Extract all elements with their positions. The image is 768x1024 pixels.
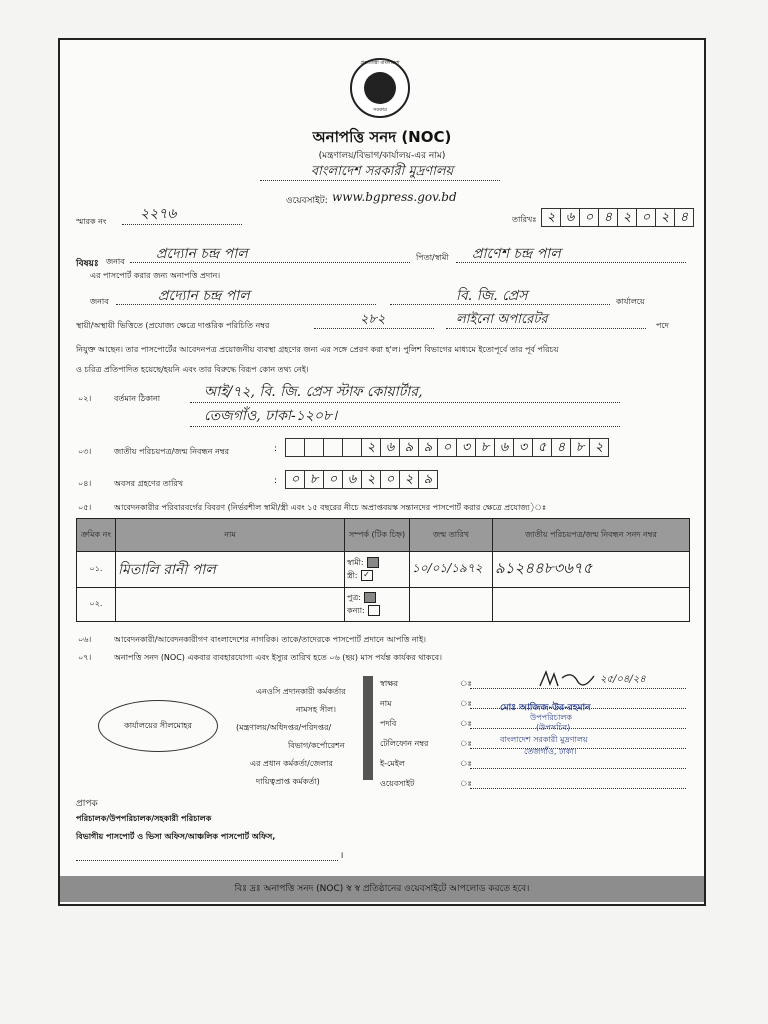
nid-digit-4: ২ xyxy=(361,438,381,457)
seal-top-text: প্রজাতন্ত্রী বাংলাদেশ xyxy=(360,60,400,66)
field-designation: পদবি xyxy=(380,719,397,728)
memo-value: ২২৭৬ xyxy=(140,206,177,222)
nid-digit-10: ৮ xyxy=(475,438,495,457)
applicant-name: প্রদ্যোন চন্দ্র পাল xyxy=(156,246,248,262)
item-04-number: ০৪। xyxy=(78,479,92,488)
retire-digit-6: ২ xyxy=(399,470,419,489)
nid-label: জাতীয় পরিচয়পত্র/জন্ম নিবন্ধন নম্বর xyxy=(114,447,229,456)
recipient-line-3: । xyxy=(340,851,344,861)
nid-digit-13: ৫ xyxy=(532,438,552,457)
family-label: আবেদনকারীর পরিবারবর্গের বিবরণ (নির্ভরশীল স্বামী/স্ত্রী এবং ১৫ বছরের নীচে অপ্রাপ্তবয়স্ক সন্তানদের পাসপোর্ট করার ক্ষেত্রে প্রযোজ্য)ঃ xyxy=(114,503,547,512)
nid-digit-12: ৩ xyxy=(513,438,533,457)
date-digit-0: ২ xyxy=(541,208,561,227)
husband-checkbox[interactable] xyxy=(367,557,379,568)
nid-digit-7: ৯ xyxy=(418,438,438,457)
footer-note: বিঃ দ্রঃ অনাপত্তি সনদ (NOC) স্ব স্ব প্রতিষ্ঠানের ওয়েবসাইটে আপলোড করতে হবে। xyxy=(60,876,704,902)
website-value: www.bgpress.gov.bd xyxy=(332,190,457,204)
date-digit-4: ২ xyxy=(617,208,637,227)
date-digit-3: ৪ xyxy=(598,208,618,227)
seal-bottom-text: সরকার xyxy=(373,107,387,113)
retire-digit-4: ২ xyxy=(361,470,381,489)
address-line-1: আই/৭২, বি. জি. প্রেস স্টাফ কোয়ার্টার, xyxy=(204,384,423,400)
daughter-checkbox[interactable] xyxy=(368,605,380,616)
retire-digit-7: ৯ xyxy=(418,470,438,489)
date-digit-1: ৬ xyxy=(560,208,580,227)
col-nid: জাতীয় পরিচয়পত্র/জন্ম নিবন্ধন সনদ নম্বর xyxy=(493,519,690,552)
retire-label: অবসর গ্রহণের তারিখ xyxy=(114,479,184,488)
document-subtitle: (মন্ত্রণালয়/বিভাগ/কার্যালয়-এর নাম) xyxy=(318,151,446,161)
retire-digit-0: ০ xyxy=(285,470,305,489)
table-row: ০১. মিতালি রানী পাল স্বামী: স্ত্রী: ✓ ১০/০১/১৯৭২ ৯১২৪৪৮৩৬৭৫ xyxy=(77,552,690,588)
subject-label: বিষয়ঃ xyxy=(76,259,99,269)
body-line3: নিযুক্ত আছেন। তার পাসপোর্টের আবেদনপত্র প্রয়োজনীয় ব্যবস্থা গ্রহণের জন্য এর সঙ্গে প্রেরণ করা হ'ল। পুলিশ বিভাগের মাধ্যমে ইতোপূর্বে তার পূর্ব পরিচয় xyxy=(76,345,559,354)
body-name: প্রদ্যোন চন্দ্র পাল xyxy=(158,288,250,304)
item-03-number: ০৩। xyxy=(78,447,92,456)
recipient-label: প্রাপক xyxy=(76,799,98,809)
signature-date: ২৫/০৪/২৪ xyxy=(600,674,646,685)
signatory-text-4: বিভাগ/কর্পোরেশন xyxy=(288,741,345,750)
field-website: ওয়েবসাইট xyxy=(380,779,415,788)
divider-bar xyxy=(363,676,373,780)
address-label: বর্তমান ঠিকানা xyxy=(114,394,161,403)
date-digit-5: ০ xyxy=(636,208,656,227)
signatory-text-5: এর প্রধান কর্মকর্তা/জেলার xyxy=(250,759,333,768)
item-05-number: ০৫। xyxy=(78,503,92,512)
field-signature: স্বাক্ষর xyxy=(380,679,399,688)
son-checkbox[interactable] xyxy=(364,592,376,603)
pade-text: পদে xyxy=(656,321,669,330)
office-id-no: ২৮২ xyxy=(360,312,386,327)
nid-digit-1 xyxy=(304,438,324,457)
nid-digit-0 xyxy=(285,438,305,457)
date-digit-2: ০ xyxy=(579,208,599,227)
recipient-line-1: পরিচালক/উপপরিচালক/সহকারী পরিচালক xyxy=(76,814,212,823)
document-title: অনাপত্তি সনদ (NOC) xyxy=(312,128,452,146)
retire-digit-3: ৬ xyxy=(342,470,362,489)
father-name: প্রাণেশ চন্দ্র পাল xyxy=(472,246,561,262)
date-digit-7: ৪ xyxy=(674,208,694,227)
item-06-number: ০৬। xyxy=(78,635,92,644)
stamp-designation-2: (উপসচিব) xyxy=(536,723,571,732)
item-07-number: ০৭। xyxy=(78,653,92,662)
spouse-name: মিতালি রানী পাল xyxy=(116,552,345,588)
body-office: বি. জি. প্রেস xyxy=(456,288,528,304)
noc-document: প্রজাতন্ত্রী বাংলাদেশ সরকার অনাপত্তি সনদ (NOC) (মন্ত্রণালয়/বিভাগ/কার্যালয়-এর নাম) বাংলাদেশ সরকারী মুদ্রণালয় ওয়েবসাইট: www.bgpress.gov.bd স্মারক নং ২২৭৬ তারিখঃ ২ ৬ ০ ৪ ২ ০ ২ ৪ বিষয়ঃ জনাব প্রদ্যোন চন্দ্র পাল পিতা/স্বামী প্রাণেশ চন্দ্র পাল এর পাসপোর্ট করার জন্য অনাপত্তি প্রদান। জনাব প্রদ্যোন চন্দ্র পাল বি. জি. প্রেস কার্যালয়ে স্থায়ী/অস্থায়ী ভিত্তিতে (প্রযোজ্য ক্ষেত্রে দাপ্তরিক পরিচিতি নম্বর ২৮২ লাইনো অপারেটর পদে নিযুক্ত আছেন। তার পাসপোর্টের আবেদনপত্র প্রয়োজনীয় ব্যবস্থা গ্রহণের জন্য এর সঙ্গে প্রেরণ করা হ'ল। পুলিশ বিভাগের মাধ্যমে ইতোপূর্বে তার পূর্ব পরিচয় ও চরিত্র প্রতিপাদিত হয়েছে/হয়নি এবং তার বিরুদ্ধে বিরূপ কোন তথ্য নেই। ০২। বর্তমান ঠিকানা আই/৭২, বি. জি. প্রেস স্টাফ কোয়ার্টার, তেজগাঁও, ঢাকা-১২০৮। ০৩। জাতীয় পরিচয়পত্র/জন্ম নিবন্ধন নম্বর : ২ ৬ ৯ ৯ ০ ৩ ৮ ৬ ৩ ৫ ৪ ৮ ২ ০৪। অবসর গ্রহণের তারিখ : ০ ৮ ০ ৬ ২ ০ ২ ৯ ০৫। আবেদনকারীর পরিবারবর্গের বিবরণ (নির্ভরশীল স্বামী/স্ত্রী এবং ১৫ বছরের নীচে অপ্রাপ্তবয়স্ক সন্তানদের পাসপোর্ট করার ক্ষেত্রে প্রযোজ্য)ঃ ক্রমিক নং নাম সম্পর্ক (টিক চিহ্ন) জন্ম তারিখ জাতীয় পরিচয়পত্র/জন্ম নিবন্ধন সনদ নম্বর ০১. মিতালি রানী পাল স্বামী: স্ত্রী: ✓ ১০/০১/১৯৭২ ৯১২৪৪৮৩৬৭৫ ০২. পুত্র: কন্যা: ০৬। আবেদনকারী/আবেদনকারীগণ বাংলাদেশের নাগরিক। তাকে/তাদেরকে পাসপোর্ট প্রদানে আপত্তি নাই। ০৭। অনাপত্তি সনদ (NOC) একবার ব্যবহারযোগ্য এবং ইস্যুর তারিখ হতে ০৬ (ছয়) মাস পর্যন্ত কার্যকর থাকবে। এনওসি প্রদানকারী কর্মকর্তার নামসহ সীল। (মন্ত্রণালয়/অধিদপ্তর/পরিদপ্তর/ বিভাগ/কর্পোরেশন এর প্রধান কর্মকর্তা/জেলার দায়িত্বপ্রাপ্ত কর্মকর্তা) কার্যালয়ের সীলমোহর স্বাক্ষর নাম পদবি টেলিফোন নম্বর ই-মেইল ওয়েবসাইট ঃ ঃ ঃ ঃ ঃ ঃ ২৫/০৪/২৪ মোঃ আজিজ-উর-রহমান উপপরিচালক (উপসচিব) বাংলাদেশ সরকারী মুদ্রণালয় তেজগাঁও, ঢাকা। প্রাপক পরিচালক/উপপরিচালক/সহকারী পরিচালক বিভাগীয় পাসপোর্ট ও ভিসা অফিস/আঞ্চলিক পাসপোর্ট অফিস, । বিঃ দ্রঃ অনাপত্তি সনদ (NOC) স্ব স্ব প্রতিষ্ঠানের ওয়েবসাইটে আপলোড করতে হবে। xyxy=(58,38,706,906)
subject-janab: জনাব xyxy=(106,257,125,266)
nid-digit-3 xyxy=(342,438,362,457)
father-label: পিতা/স্বামী xyxy=(416,253,449,262)
col-dob: জন্ম তারিখ xyxy=(410,519,493,552)
date-boxes xyxy=(542,208,694,227)
nid-digit-9: ৩ xyxy=(456,438,476,457)
field-name: নাম xyxy=(380,699,392,708)
perm-line: স্থায়ী/অস্থায়ী ভিত্তিতে (প্রযোজ্য ক্ষেত্রে দাপ্তরিক পরিচিতি নম্বর xyxy=(76,321,270,330)
spouse-nid: ৯১২৪৪৮৩৬৭৫ xyxy=(493,552,690,588)
retire-digit-5: ০ xyxy=(380,470,400,489)
table-row: ০২. পুত্র: কন্যা: xyxy=(77,588,690,622)
item-02-number: ০২। xyxy=(78,394,92,403)
body-janab: জনাব xyxy=(90,297,109,306)
family-table xyxy=(76,518,690,622)
field-email: ই-মেইল xyxy=(380,759,405,768)
nid-digit-11: ৬ xyxy=(494,438,514,457)
stamp-officer-name: মোঃ আজিজ-উর-রহমান xyxy=(500,703,591,713)
nid-digit-14: ৪ xyxy=(551,438,571,457)
retire-date-boxes xyxy=(286,470,438,489)
office-seal-placeholder: কার্যালয়ের সীলমোহর xyxy=(98,700,218,752)
field-telephone: টেলিফোন নম্বর xyxy=(380,739,429,748)
signatory-text-3: (মন্ত্রণালয়/অধিদপ্তর/পরিদপ্তর/ xyxy=(236,723,332,732)
nid-digit-2 xyxy=(323,438,343,457)
government-seal xyxy=(350,58,410,118)
designation: লাইনো অপারেটর xyxy=(456,312,548,327)
col-relation: সম্পর্ক (টিক চিহ্ন) xyxy=(345,519,410,552)
website-label: ওয়েবসাইট: xyxy=(286,196,328,206)
stamp-place: তেজগাঁও, ঢাকা। xyxy=(524,747,577,756)
seal-emblem xyxy=(364,72,396,104)
signatory-text-6: দায়িত্বপ্রাপ্ত কর্মকর্তা) xyxy=(256,777,320,786)
signatory-text-1: এনওসি প্রদানকারী কর্মকর্তার xyxy=(256,687,346,696)
body-line4: ও চরিত্র প্রতিপাদিত হয়েছে/হয়নি এবং তার বিরুদ্ধে বিরূপ কোন তথ্য নেই। xyxy=(76,365,309,374)
wife-checkbox-ticked[interactable]: ✓ xyxy=(361,570,373,581)
memo-label: স্মারক নং xyxy=(76,217,107,226)
signature-scribble xyxy=(538,668,598,692)
col-serial: ক্রমিক নং xyxy=(77,519,116,552)
col-name: নাম xyxy=(116,519,345,552)
nid-boxes xyxy=(286,438,609,457)
office-name: বাংলাদেশ সরকারী মুদ্রণালয় xyxy=(310,164,454,179)
nid-digit-6: ৯ xyxy=(399,438,419,457)
note-06: আবেদনকারী/আবেদনকারীগণ বাংলাদেশের নাগরিক। তাকে/তাদেরকে পাসপোর্ট প্রদানে আপত্তি নাই। xyxy=(114,635,427,644)
date-label: তারিখঃ xyxy=(512,215,537,224)
nid-digit-5: ৬ xyxy=(380,438,400,457)
nid-digit-15: ৮ xyxy=(570,438,590,457)
karyalaye-text: কার্যালয়ে xyxy=(616,297,645,306)
stamp-office: বাংলাদেশ সরকারী মুদ্রণালয় xyxy=(500,735,588,744)
subject-line2: এর পাসপোর্ট করার জন্য অনাপত্তি প্রদান। xyxy=(90,271,221,280)
note-07: অনাপত্তি সনদ (NOC) একবার ব্যবহারযোগ্য এবং ইস্যুর তারিখ হতে ০৬ (ছয়) মাস পর্যন্ত কার্যকর থাকবে। xyxy=(114,653,442,662)
recipient-line-2: বিভাগীয় পাসপোর্ট ও ভিসা অফিস/আঞ্চলিক পাসপোর্ট অফিস, xyxy=(76,832,276,841)
spouse-dob: ১০/০১/১৯৭২ xyxy=(410,552,493,588)
nid-digit-16: ২ xyxy=(589,438,609,457)
address-line-2: তেজগাঁও, ঢাকা-১২০৮। xyxy=(204,408,338,424)
retire-digit-2: ০ xyxy=(323,470,343,489)
retire-digit-1: ৮ xyxy=(304,470,324,489)
nid-digit-8: ০ xyxy=(437,438,457,457)
signatory-text-2: নামসহ সীল। xyxy=(296,705,336,714)
date-digit-6: ২ xyxy=(655,208,675,227)
stamp-designation: উপপরিচালক xyxy=(530,713,572,722)
